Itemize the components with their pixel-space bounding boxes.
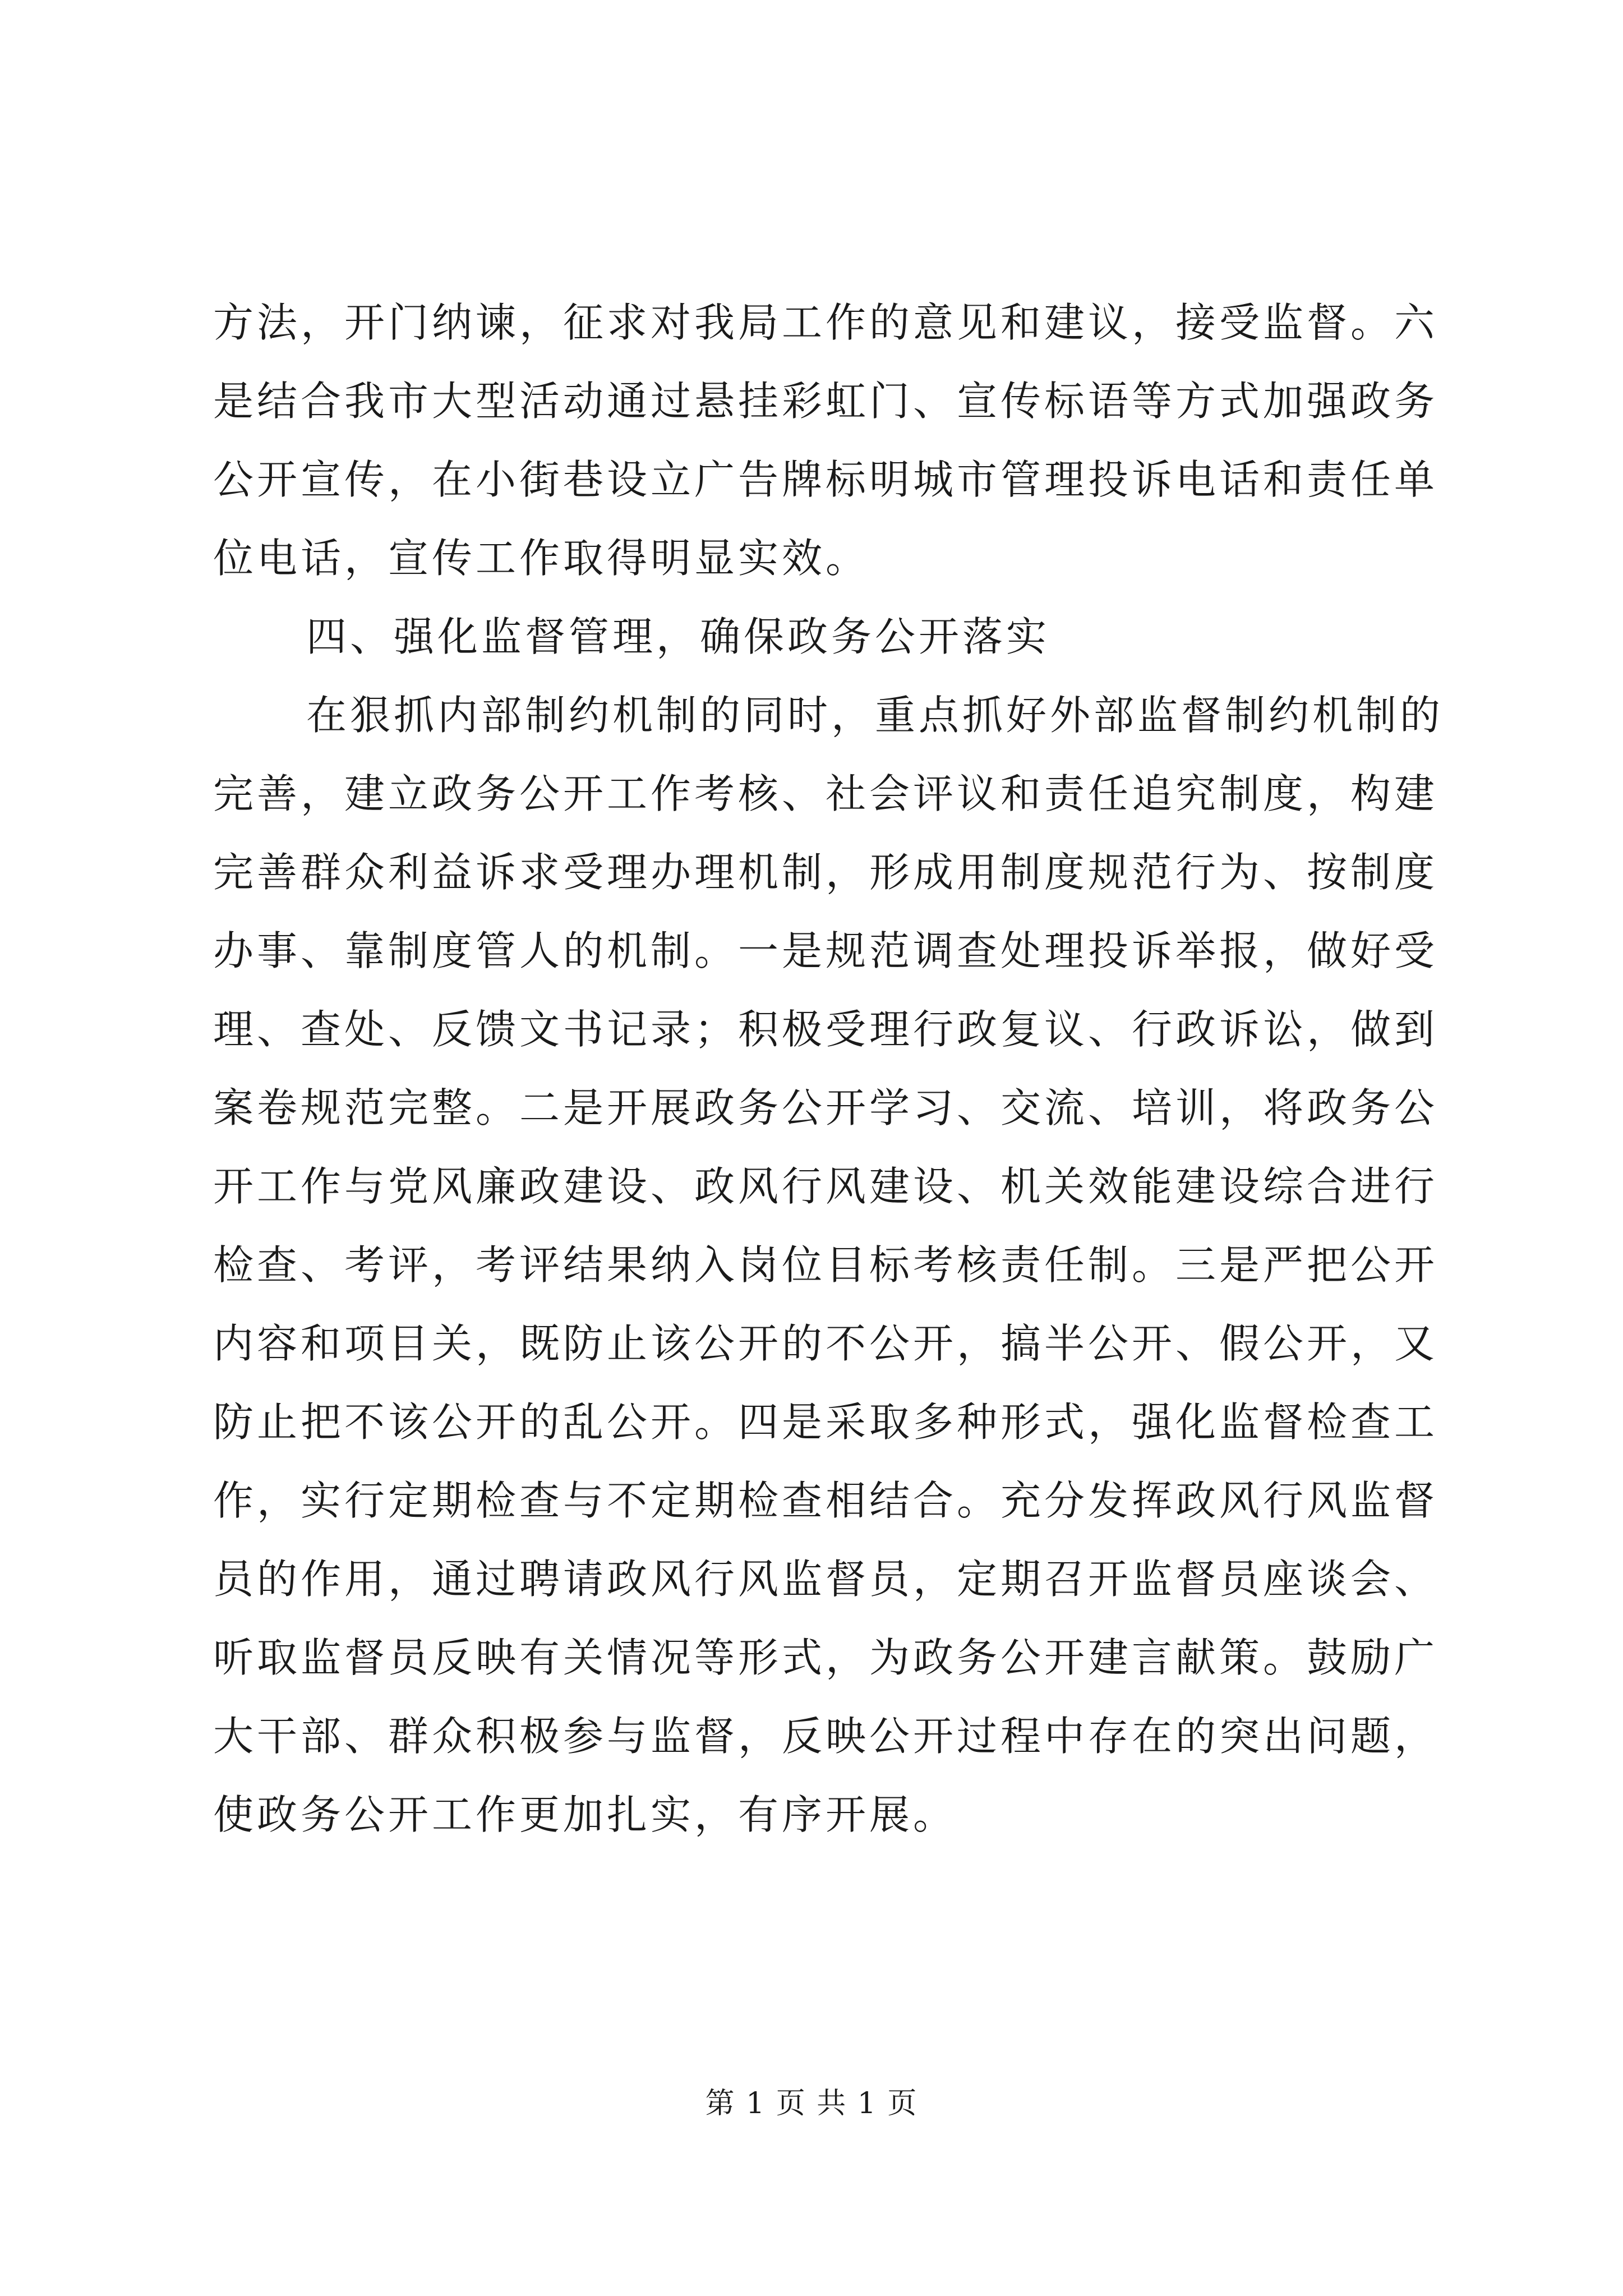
paragraph-line: 员的作用，通过聘请政风行风监督员，定期召开监督员座谈会、 <box>213 1556 1438 1603</box>
paragraph-line: 在狠抓内部制约机制的同时，重点抓好外部监督制约机制的 <box>306 692 1444 739</box>
page-footer <box>0 2081 1623 2126</box>
paragraph-line: 检查、考评，考评结果纳入岗位目标考核责任制。三是严把公开 <box>213 1241 1438 1289</box>
paragraph-line: 内容和项目关，既防止该公开的不公开，搞半公开、假公开，又 <box>213 1320 1438 1367</box>
paragraph-line: 完善，建立政务公开工作考核、社会评议和责任追究制度，构建 <box>213 770 1438 817</box>
paragraph-line: 办事、靠制度管人的机制。一是规范调查处理投诉举报，做好受 <box>213 927 1438 974</box>
paragraph-line: 方法，开门纳谏，征求对我局工作的意见和建议，接受监督。六 <box>213 299 1438 346</box>
page-number-label: 第 1 页 共 1 页 <box>705 2087 918 2120</box>
paragraph-line: 理、查处、反馈文书记录；积极受理行政复议、行政诉讼，做到 <box>213 1006 1438 1053</box>
paragraph-line: 防止把不该公开的乱公开。四是采取多种形式，强化监督检查工 <box>213 1398 1438 1446</box>
paragraph-line: 开工作与党风廉政建设、政风行风建设、机关效能建设综合进行 <box>213 1163 1438 1210</box>
paragraph-line: 公开宣传，在小街巷设立广告牌标明城市管理投诉电话和责任单 <box>213 456 1438 503</box>
paragraph-line: 大干部、群众积极参与监督，反映公开过程中存在的突出问题， <box>213 1713 1438 1760</box>
paragraph-line: 完善群众利益诉求受理办理机制，形成用制度规范行为、按制度 <box>213 849 1438 896</box>
paragraph-line: 听取监督员反映有关情况等形式，为政务公开建言献策。鼓励广 <box>213 1634 1438 1681</box>
paragraph-line: 使政务公开工作更加扎实，有序开展。 <box>213 1791 957 1838</box>
paragraph-line: 作，实行定期检查与不定期检查相结合。充分发挥政风行风监督 <box>213 1477 1438 1524</box>
document-body <box>213 283 1444 1854</box>
paragraph-line: 是结合我市大型活动通过悬挂彩虹门、宣传标语等方式加强政务 <box>213 378 1438 425</box>
paragraph-line: 位电话，宣传工作取得明显实效。 <box>213 535 870 582</box>
section-heading: 四、强化监督管理，确保政务公开落实 <box>306 613 1050 660</box>
paragraph-line: 案卷规范完整。二是开展政务公开学习、交流、培训，将政务公 <box>213 1084 1438 1131</box>
